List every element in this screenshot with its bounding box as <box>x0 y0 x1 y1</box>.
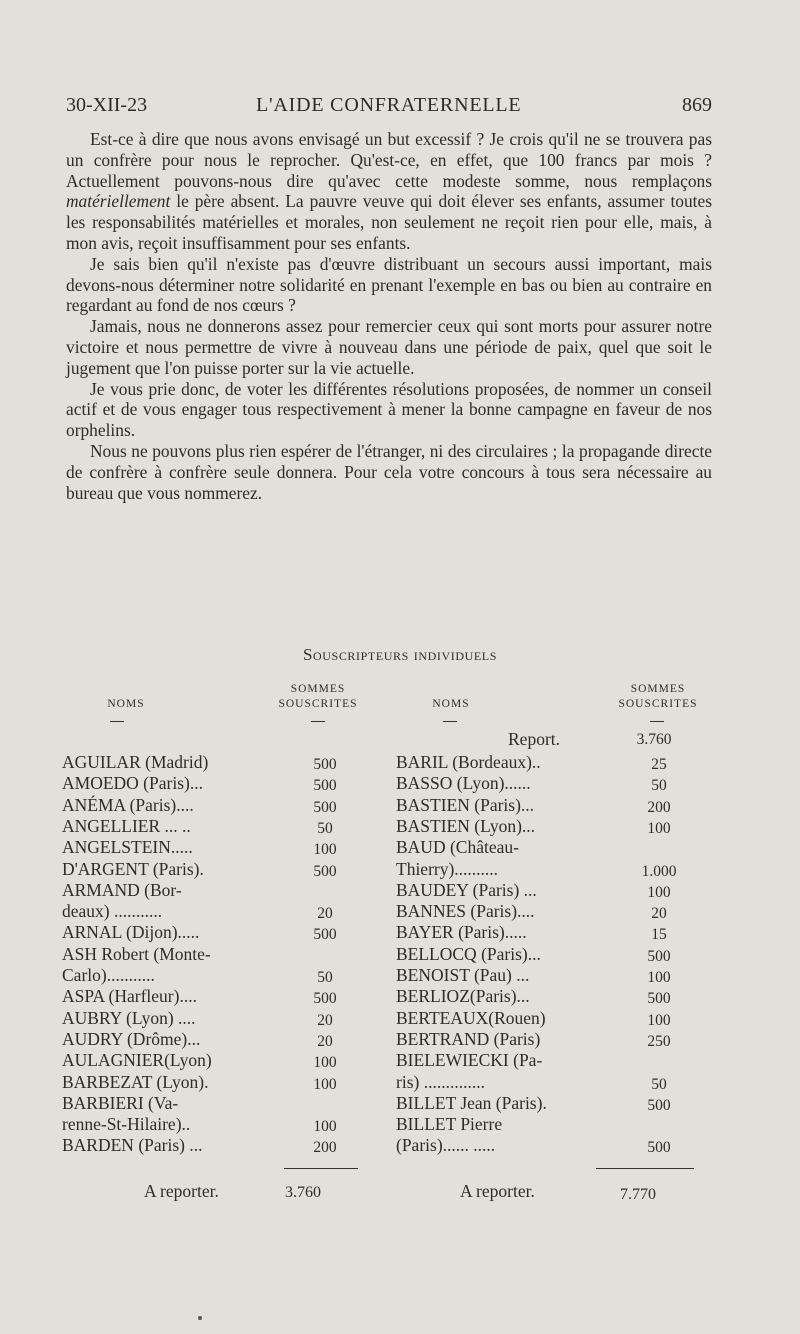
right-amount: 25 <box>651 756 667 773</box>
right-name: BARIL (Bordeaux).. <box>396 752 541 772</box>
right-carry-label: A reporter. <box>460 1181 535 1201</box>
left-name: AUDRY (Drôme)... <box>62 1028 201 1049</box>
right-sums-header-line2: SOUSCRITES <box>618 698 698 710</box>
paragraph-4: Je vous prie donc, de voter les différentes résolutions proposées, de nommer un conseil actif et de vous engager tous respectivement à mener la bonne campagne en faveur de nos orphelins. <box>66 378 712 441</box>
right-name: BASSO (Lyon)...... <box>396 773 531 794</box>
left-name: BARBIERI (Va- <box>62 1092 179 1113</box>
right-amount: 500 <box>647 1139 671 1157</box>
right-amount: 1.000 <box>641 862 677 880</box>
left-sums-header-line1: SOMMES <box>290 683 346 695</box>
right-name: BERLIOZ(Paris)... <box>396 986 530 1007</box>
right-name: BIELEWIECKI (Pa- <box>396 1050 543 1071</box>
right-amount: 500 <box>647 947 671 965</box>
left-names-header: NOMS <box>107 698 145 710</box>
speck-mark <box>198 1316 202 1320</box>
left-carry-amount: 3.760 <box>285 1184 321 1201</box>
left-name: ANGELSTEIN..... <box>62 837 193 858</box>
left-name: deaux) ........... <box>62 901 163 922</box>
header-date: 30-XII-23 <box>66 94 148 116</box>
left-name: ASH Robert (Monte- <box>62 943 211 964</box>
paragraph-2: Je sais bien qu'il n'existe pas d'œuvre distribuant un secours aussi important, mais devons-nous déterminer notre solidarité en prenant l'exemple en bas ou bien au contraire en regardant au fond de nos cœurs ? <box>66 253 712 316</box>
paragraph-1: Est-ce à dire que nous avons envisagé un but excessif ? Je crois qu'il ne se trouvera pas un confrère pour nous le reprocher. Qu'est-ce, en effet, que 100 francs par mois ? Actuellement pouvons-nous dire qu'avec cette modeste somme, nous remplaçons matériellement le père absent. La pauvre veuve qui doit élever ses enfants, assumer toutes les responsabilités matérielles et morales, non seulement ne reçoit rien pour elle, mais, à mon avis, reçoit insuffisamment pour ses enfants. <box>66 129 712 253</box>
left-name: ANGELLIER ... .. <box>62 815 191 836</box>
right-amount: 500 <box>647 1096 671 1114</box>
right-amount: 200 <box>647 798 671 816</box>
left-sums-header-line2: SOUSCRITES <box>278 698 358 710</box>
left-amount: 500 <box>313 990 337 1008</box>
right-name: (Paris)...... ..... <box>396 1135 496 1156</box>
left-amount: 500 <box>313 777 337 795</box>
right-amount: 250 <box>647 1032 671 1050</box>
right-name: BELLOCQ (Paris)... <box>396 943 541 964</box>
left-name: renne-St-Hilaire).. <box>62 1114 191 1135</box>
left-name: D'ARGENT (Paris). <box>62 858 204 879</box>
right-name: BAUDEY (Paris) ... <box>396 879 537 900</box>
right-names-dash <box>443 721 457 722</box>
right-name: BILLET Pierre <box>396 1114 503 1135</box>
left-total-rule <box>284 1168 358 1169</box>
left-amount: 500 <box>313 756 337 773</box>
right-names-header: NOMS <box>432 698 470 710</box>
left-amount: 50 <box>317 819 333 837</box>
left-name: Carlo)........... <box>62 965 155 985</box>
left-names-dash <box>110 721 124 722</box>
left-name: ASPA (Harfleur).... <box>62 986 197 1007</box>
right-total-rule <box>596 1168 694 1169</box>
right-name: BERTEAUX(Rouen) <box>396 1007 546 1028</box>
left-amount: 500 <box>313 798 337 816</box>
left-amount: 200 <box>313 1139 337 1157</box>
right-name: BASTIEN (Lyon)... <box>396 815 536 836</box>
left-amount: 20 <box>317 905 333 923</box>
right-carry-amount: 7.770 <box>620 1186 656 1203</box>
left-amount: 100 <box>313 841 337 859</box>
right-sums-dash <box>650 721 664 722</box>
right-name: BAYER (Paris)..... <box>396 922 527 943</box>
right-amount: 50 <box>651 1075 667 1093</box>
left-name: AGUILAR (Madrid) <box>62 752 209 772</box>
header-title: L'AIDE CONFRATERNELLE <box>256 94 522 116</box>
right-amount: 50 <box>651 777 667 795</box>
right-amount: 100 <box>647 883 671 901</box>
page-header <box>66 94 712 120</box>
left-amount: 100 <box>313 1118 337 1136</box>
left-name: AMOEDO (Paris)... <box>62 773 203 794</box>
left-name: ARMAND (Bor- <box>62 879 182 900</box>
left-amount: 20 <box>317 1032 333 1050</box>
left-name: ANÉMA (Paris).... <box>62 794 194 815</box>
left-amount: 100 <box>313 1075 337 1093</box>
right-amount: 20 <box>651 905 667 923</box>
right-name: BENOIST (Pau) ... <box>396 965 530 985</box>
left-amount: 500 <box>313 926 337 944</box>
left-name: BARBEZAT (Lyon). <box>62 1071 209 1092</box>
right-amount: 15 <box>651 926 667 944</box>
left-amount: 20 <box>317 1011 333 1029</box>
left-carry-label: A reporter. <box>144 1181 219 1201</box>
left-sums-dash <box>311 721 325 722</box>
right-amount: 100 <box>647 819 671 837</box>
left-name: AULAGNIER(Lyon) <box>62 1050 212 1071</box>
report-label: Report. <box>508 729 561 749</box>
paragraph-3: Jamais, nous ne donnerons assez pour remercier ceux qui sont morts pour assurer notre victoire et nous permettre de vivre à nouveau dans une période de paix, quel que soit le jugement que l'on puisse porter sur la vie actuelle. <box>66 316 712 378</box>
left-name: BARDEN (Paris) ... <box>62 1135 203 1156</box>
left-amount: 50 <box>317 969 333 986</box>
right-name: BAUD (Château- <box>396 837 519 858</box>
right-name: BANNES (Paris).... <box>396 901 535 922</box>
right-name: BASTIEN (Paris)... <box>396 794 535 815</box>
right-name: BERTRAND (Paris) <box>396 1028 541 1049</box>
right-amount: 500 <box>647 990 671 1008</box>
paragraph-5: Nous ne pouvons plus rien espérer de l'étranger, ni des circulaires ; la propagande directe de confrère à confrère seule donnera. Pour cela votre concours à tous sera nécessaire au bureau que vous nommerez. <box>66 440 712 503</box>
page-number: 869 <box>682 94 712 116</box>
right-name: Thierry).......... <box>396 858 499 879</box>
right-amount: 100 <box>647 969 671 986</box>
left-amount: 100 <box>313 1054 337 1072</box>
left-name: AUBRY (Lyon) .... <box>62 1007 196 1028</box>
right-name: ris) .............. <box>396 1071 485 1092</box>
right-amount: 100 <box>647 1011 671 1029</box>
right-name: BILLET Jean (Paris). <box>396 1092 547 1113</box>
left-amount: 500 <box>313 862 337 880</box>
emphasis-word: matériellement <box>66 191 171 212</box>
left-name: ARNAL (Dijon)..... <box>62 922 200 943</box>
body-text <box>66 129 712 503</box>
right-sums-header-line1: SOMMES <box>630 683 686 695</box>
report-amount: 3.760 <box>636 731 672 748</box>
section-title: Souscripteurs individuels <box>302 645 498 664</box>
